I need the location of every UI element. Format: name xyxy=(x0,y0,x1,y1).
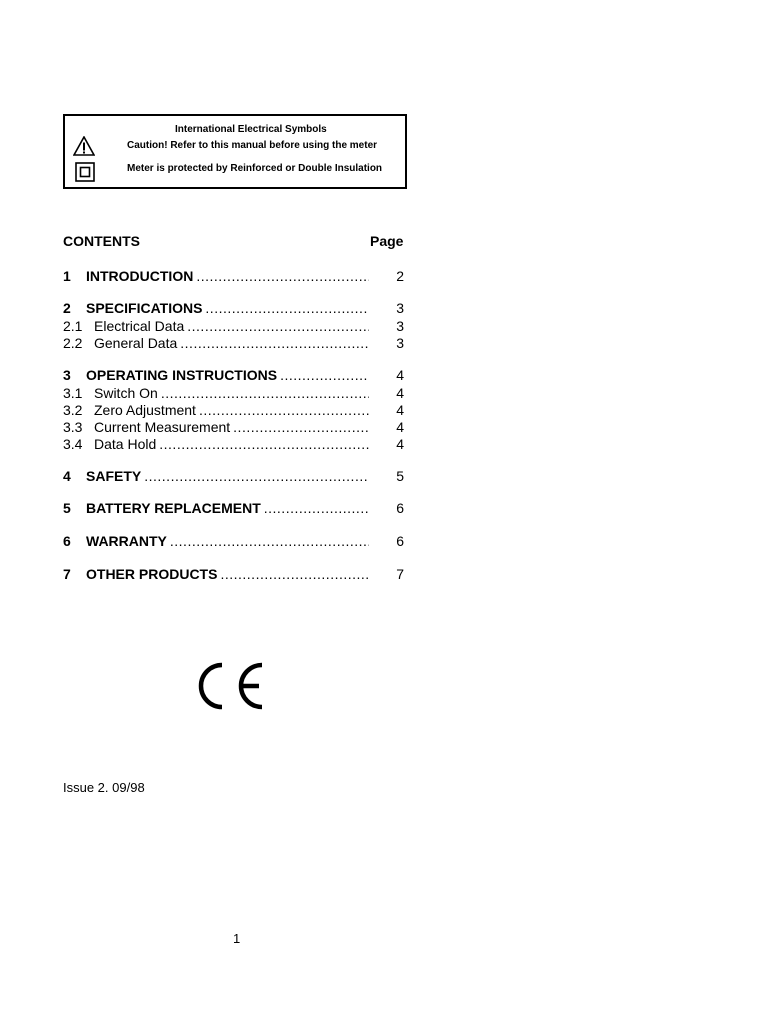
toc-entry xyxy=(63,318,369,334)
toc-entry-page: 3 xyxy=(396,335,404,351)
toc-entry-title: WARRANTY xyxy=(86,533,167,549)
toc-entry xyxy=(63,419,369,435)
toc-leader-dots xyxy=(264,500,369,516)
toc-entry-page: 5 xyxy=(396,468,404,484)
contents-heading: CONTENTS xyxy=(63,233,140,249)
toc-entry-title: General Data xyxy=(94,335,178,351)
electrical-symbols-box xyxy=(63,114,407,189)
toc-entry-number: 4 xyxy=(63,468,71,484)
toc-entry-title: SAFETY xyxy=(86,468,142,484)
toc-entry xyxy=(63,436,369,452)
toc-entry-title: Electrical Data xyxy=(94,318,185,334)
toc-entry-number: 5 xyxy=(63,500,71,516)
toc-leader-dots xyxy=(220,566,369,582)
toc-entry-number: 3.2 xyxy=(63,402,83,418)
toc-entry-title: Current Measurement xyxy=(94,419,231,435)
toc-entry xyxy=(63,500,369,516)
toc-entry xyxy=(63,566,369,582)
toc-entry-number: 6 xyxy=(63,533,71,549)
page-heading: Page xyxy=(370,233,404,249)
ce-mark-icon xyxy=(195,660,265,712)
toc-entry xyxy=(63,367,369,383)
toc-entry-page: 3 xyxy=(396,318,404,334)
toc-entry-title: Zero Adjustment xyxy=(94,402,196,418)
issue-date: Issue 2. 09/98 xyxy=(63,780,145,795)
toc-entry-page: 4 xyxy=(396,436,404,452)
page-number: 1 xyxy=(233,931,241,946)
toc-entry xyxy=(63,402,369,418)
toc-leader-dots xyxy=(196,268,369,284)
toc-entry-number: 3.4 xyxy=(63,436,83,452)
toc-entry-title: INTRODUCTION xyxy=(86,268,194,284)
toc-entry-number: 2.1 xyxy=(63,318,83,334)
toc-entry-page: 6 xyxy=(396,533,404,549)
toc-entry-number: 3.1 xyxy=(63,385,83,401)
toc-entry-page: 4 xyxy=(396,419,404,435)
toc-leader-dots xyxy=(159,436,369,452)
toc-entry xyxy=(63,268,369,284)
toc-entry-page: 4 xyxy=(396,385,404,401)
symbols-title: International Electrical Symbols xyxy=(175,124,327,135)
toc-entry-page: 2 xyxy=(396,268,404,284)
toc-entry-page: 3 xyxy=(396,300,404,316)
toc-entry-number: 3 xyxy=(63,367,71,383)
toc-entry-title: BATTERY REPLACEMENT xyxy=(86,500,261,516)
toc-entry xyxy=(63,468,369,484)
toc-leader-dots xyxy=(144,468,369,484)
toc-entry-page: 6 xyxy=(396,500,404,516)
toc-leader-dots xyxy=(280,367,369,383)
toc-entry-title: SPECIFICATIONS xyxy=(86,300,203,316)
toc-leader-dots xyxy=(161,385,369,401)
warning-triangle-icon xyxy=(73,136,95,156)
toc-entry xyxy=(63,335,369,351)
toc-entry-number: 7 xyxy=(63,566,71,582)
toc-entry-page: 7 xyxy=(396,566,404,582)
toc-leader-dots xyxy=(233,419,369,435)
toc-entry-page: 4 xyxy=(396,402,404,418)
toc-leader-dots xyxy=(180,335,369,351)
toc-entry-number: 2.2 xyxy=(63,335,83,351)
toc-entry-title: Data Hold xyxy=(94,436,157,452)
double-insulation-icon xyxy=(75,162,95,182)
toc-leader-dots xyxy=(170,533,369,549)
toc-entry-number: 1 xyxy=(63,268,71,284)
toc-entry xyxy=(63,385,369,401)
toc-entry-title: Switch On xyxy=(94,385,158,401)
toc-entry-title: OTHER PRODUCTS xyxy=(86,566,218,582)
toc-entry-title: OPERATING INSTRUCTIONS xyxy=(86,367,278,383)
toc-leader-dots xyxy=(187,318,369,334)
toc-entry xyxy=(63,533,369,549)
toc-entry xyxy=(63,300,369,316)
caution-text: Caution! Refer to this manual before using the meter xyxy=(127,140,378,151)
toc-leader-dots xyxy=(205,300,369,316)
toc-entry-page: 4 xyxy=(396,367,404,383)
toc-entry-number: 3.3 xyxy=(63,419,83,435)
insulation-text: Meter is protected by Reinforced or Double Insulation xyxy=(127,163,383,174)
toc-entry-number: 2 xyxy=(63,300,71,316)
toc-leader-dots xyxy=(199,402,369,418)
